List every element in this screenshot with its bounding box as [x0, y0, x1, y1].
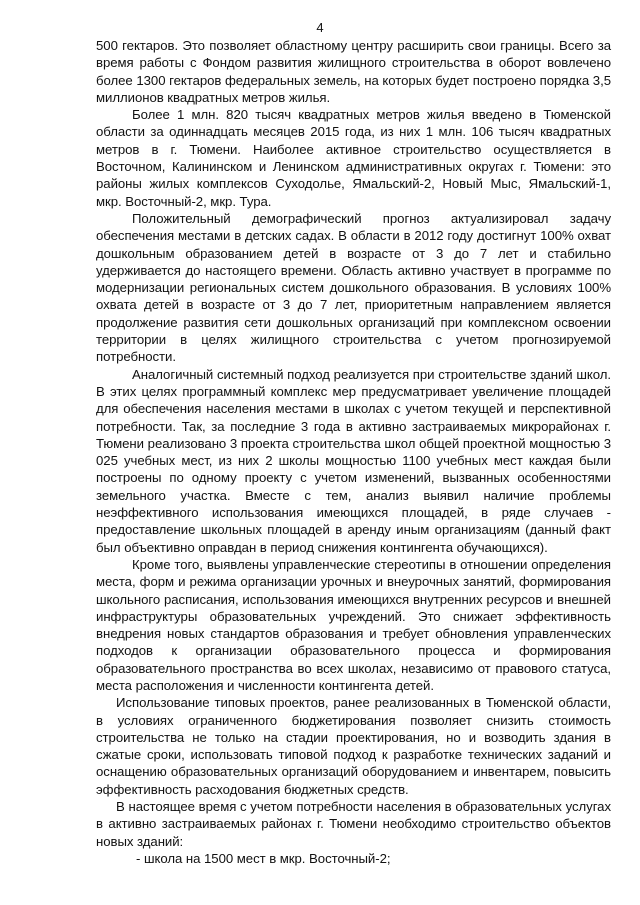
paragraph-housing-commissioned: Более 1 млн. 820 тысяч квадратных метров жилья введено в Тюменской области за одиннадцать месяцев 2015 года, из них 1 млн. 106 тысяч квадратных метров в г. Тюмени. Наиболее активное строительство осуществляется в Восточном, Калининском и Ленинском административных округах г. Тюмени: это районы жилых комплексов Суходолье, Ямальский-2, Новый Мыс, Ямальский-1, мкр. Восточный-2, мкр. Тура. [96, 107, 611, 209]
paragraph-new-buildings-needed: В настоящее время с учетом потребности населения в образовательных услугах в активно застраиваемых районах г. Тюмени необходимо строительство объектов новых зданий: [96, 799, 611, 849]
page-number: 4 [316, 20, 324, 35]
paragraph-land-area: 500 гектаров. Это позволяет областному центру расширить свои границы. Всего за время работы с Фондом развития жилищного строительства в оборот вовлечено более 1300 гектаров федеральных земель, на которых будет построено порядка 3,5 миллионов квадратных метров жилья. [96, 38, 611, 105]
paragraph-kindergartens: Положительный демографический прогноз актуализировал задачу обеспечения местами в детских садах. В области в 2012 году достигнут 100% охват дошкольным образованием детей в возрасте от 3 до 7 лет и стабильно удерживается до настоящего времени. Область активно участвует в программе по модернизации региональных систем дошкольного образования. В условиях 100% охвата детей в возрасте от 3 до 7 лет, приоритетным направлением является продолжение развития сети дошкольных организаций при комплексном освоении территории в целях жилищного строительства с учетом прогнозируемой потребности. [96, 210, 611, 365]
paragraph-typical-projects: Использование типовых проектов, ранее реализованных в Тюменской области, в условиях ограниченного бюджетирования позволяет снизить стоимость строительства не только на стадии проектирования, но и возводить здания в сжатые сроки, использовать типовой подход к разработке технических заданий и оснащению образовательных организаций оборудованием и инвентарем, повысить эффективность расходования бюджетных средств. [96, 695, 611, 797]
paragraph-management-stereotypes: Кроме того, выявлены управленческие стереотипы в отношении определения места, форм и режима организации урочных и внеурочных занятий, формирования школьного расписания, использования имеющихся внутренних ресурсов и внешней инфраструктуры образовательных учреждений. Это снижает эффективность внедрения новых стандартов образования и требует обновления управленческих подходов к организации образовательного процесса и формирования образовательного пространства во всех школах, независимо от правового статуса, места расположения и численности контингента детей. [96, 556, 611, 693]
document-body [96, 37, 611, 867]
paragraph-schools-construction: Аналогичный системный подход реализуется при строительстве зданий школ. В этих целях программный комплекс мер предусматривает увеличение площадей для обеспечения населения местами в школах с учетом текущей и перспективной потребности. Так, за последние 3 года в активно застраиваемых микрорайонах г. Тюмени реализовано 3 проекта строительства школ общей проектной мощностью 3 025 учебных мест, из них 2 школы мощностью 1100 учебных мест каждая были построены по одному проекту с учетом изменений, вызванных особенностями земельного участка. Вместе с тем, анализ выявил наличие проблемы неэффективного использования имеющихся площадей, в ряде случаев - предоставление школьных площадей в аренду иным организациям (данный факт был объективно оправдан в период снижения контингента обучающихся). [96, 366, 611, 555]
list-item-school-vostochny: - школа на 1500 мест в мкр. Восточный-2; [136, 850, 391, 866]
